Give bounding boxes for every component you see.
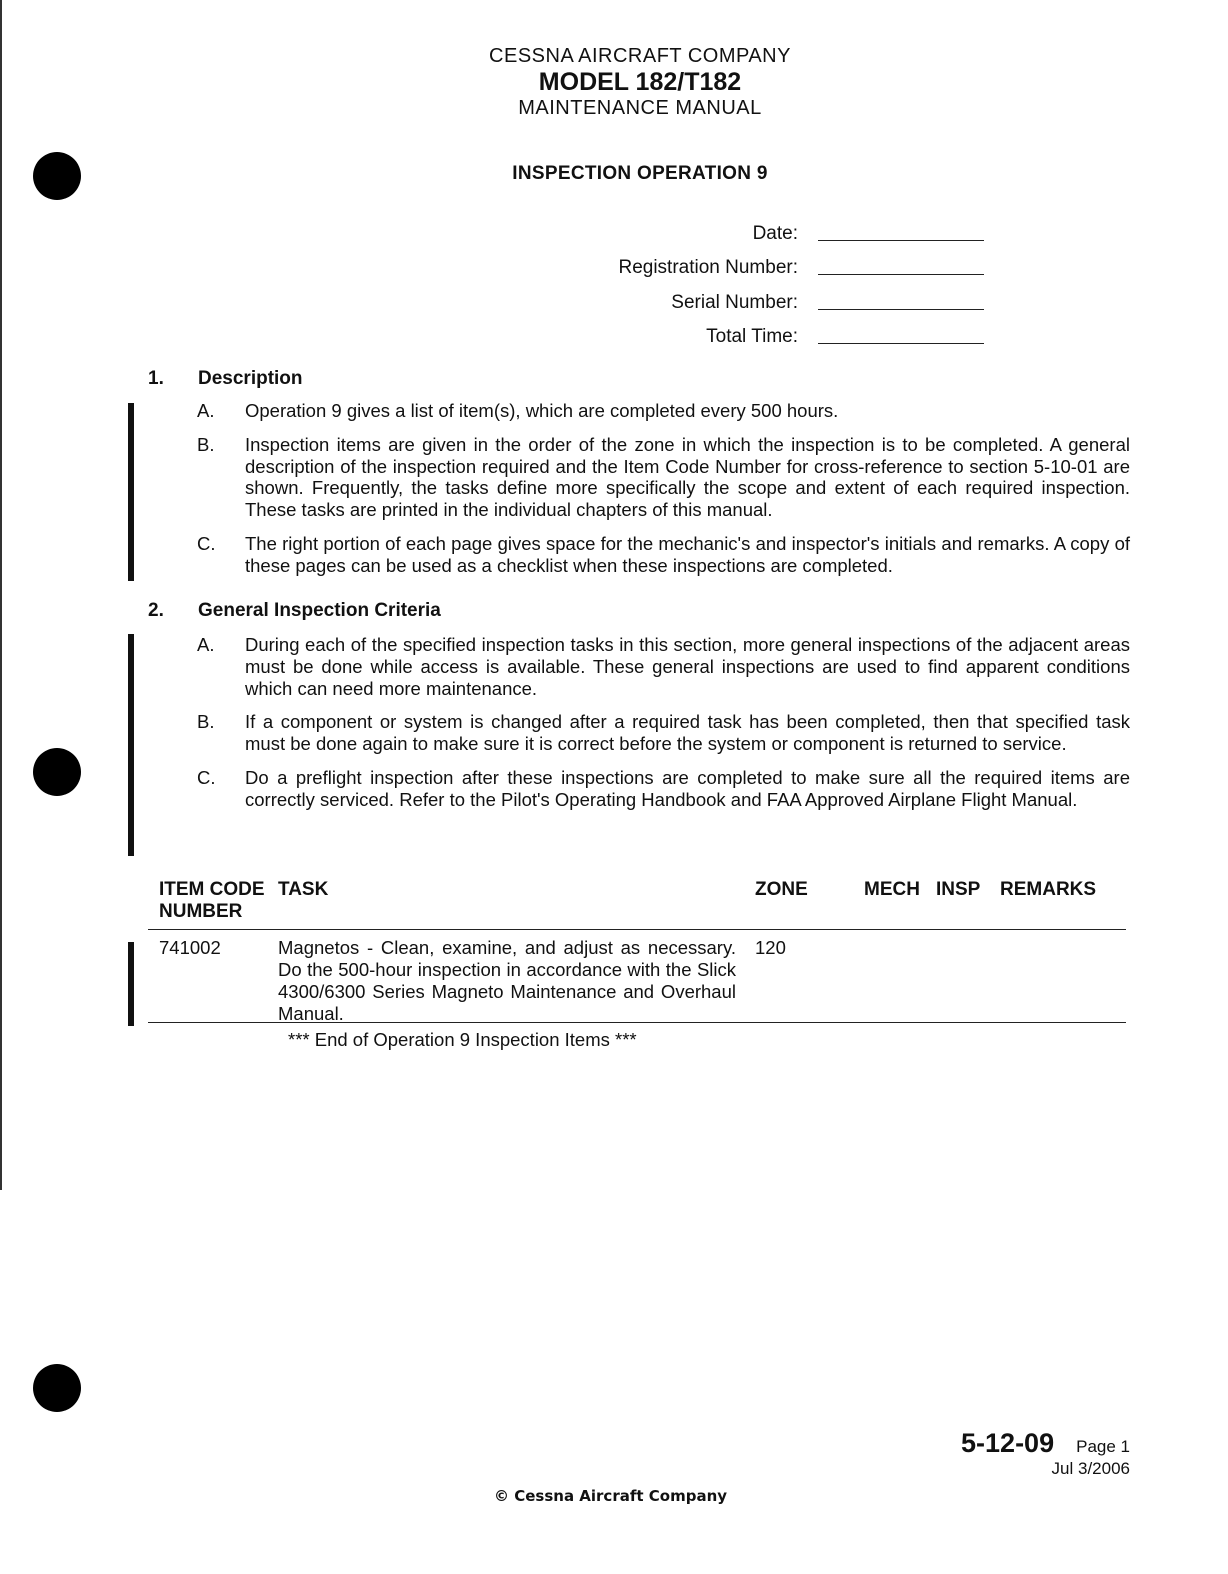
item-text: Operation 9 gives a list of item(s), which are completed every 500 hours. [245,400,839,421]
binder-hole [33,748,81,796]
list-item [197,400,1130,422]
model-title: MODEL 182/T182 [538,68,742,96]
header-mech: MECH [864,879,920,900]
cell-remarks[interactable] [1000,937,1126,1022]
cell-task: Magnetos - Clean, examine, and adjust as necessary. Do the 500-hour inspection in accordance with the Slick 4300/6300 Series Magneto Maintenance and Overhaul Manual. [278,937,736,1024]
list-item [197,533,1130,577]
section-heading [148,368,1130,390]
table-row [148,930,1126,1022]
list-item [197,634,1130,699]
header-task: TASK [278,879,329,900]
list-item [197,711,1130,755]
copyright-notice: © Cessna Aircraft Company [494,1487,728,1505]
registration-blank-line[interactable] [818,260,984,275]
item-text: The right portion of each page gives space for the mechanic's and inspector's initials and remarks. A copy of these pages can be used as a checklist when these inspections are completed. [245,532,1130,576]
item-letter: A. [197,400,215,421]
revision-change-bar [128,634,134,856]
page-number: Page 1 [1076,1437,1130,1456]
cell-item-code: 741002 [159,937,221,958]
binder-hole [33,152,81,200]
form-label: Total Time: [706,326,798,347]
section-number: 1. [148,368,164,389]
item-letter: C. [197,532,216,554]
company-name: CESSNA AIRCRAFT COMPANY [489,45,791,67]
list-item [197,767,1130,811]
page-edge [0,0,2,1190]
section-general-criteria [148,600,1130,811]
section-title: Description [198,368,303,389]
operation-title: INSPECTION OPERATION 9 [512,163,768,184]
cell-insp[interactable] [936,937,1000,1022]
document-header [380,44,900,120]
item-letter: B. [197,711,215,733]
form-label: Date: [752,222,798,244]
form-row-serial [560,279,1020,314]
revision-change-bar [128,942,134,1026]
table-header-row [148,879,1126,929]
item-letter: C. [197,766,216,788]
item-text: If a component or system is changed after a required task has been completed, then that specified task must be done again to make sure it is correct before the system or component is returned to service. [245,711,1130,755]
revision-date: Jul 3/2006 [1051,1459,1130,1478]
item-text: Do a preflight inspection after these inspections are completed to make sure all the required items are correctly serviced. Refer to the Pilot's Operating Handbook and FAA Approved Airplane Flight Manual. [245,766,1130,810]
page-footer [961,1428,1130,1479]
form-row-date [560,210,1020,245]
item-text: Inspection items are given in the order of the zone in which the inspection is to be completed. A general description of the inspection required and the Item Code Number for cross-reference to section 5-10-01 are shown. Frequently, the tasks define more specifically the scope and extent of each required inspection. These tasks are printed in the individual chapters of this manual. [245,433,1130,521]
form-row-registration [560,245,1020,280]
chapter-number: 5-12-09 [961,1428,1055,1458]
cell-zone: 120 [755,937,786,958]
item-letter: A. [197,634,215,655]
header-zone: ZONE [755,879,808,900]
revision-change-bar [128,403,134,581]
section-number: 2. [148,600,164,621]
section-heading [148,600,1130,622]
inspection-table [148,879,1126,1051]
item-letter: B. [197,433,215,455]
item-text: During each of the specified inspection tasks in this section, more general inspections of the adjacent areas must be done while access is available. These general inspections are used to find apparent conditions which can need more maintenance. [245,634,1130,699]
inspection-record-form [560,210,1020,348]
section-title: General Inspection Criteria [198,600,441,621]
section-description [148,368,1130,577]
form-label: Registration Number: [618,257,798,278]
form-label: Serial Number: [671,291,798,313]
header-insp: INSP [936,879,981,900]
header-remarks: REMARKS [1000,879,1097,900]
end-of-items-note: *** End of Operation 9 Inspection Items *** [288,1029,637,1050]
header-item-code: ITEM CODE NUMBER [159,879,265,922]
cell-mech[interactable] [864,937,936,1022]
binder-hole [33,1364,81,1412]
total-time-blank-line[interactable] [818,329,984,344]
date-blank-line[interactable] [818,226,984,241]
serial-blank-line[interactable] [818,295,984,310]
form-row-total-time [560,314,1020,349]
manual-title: MAINTENANCE MANUAL [518,97,762,119]
list-item [197,434,1130,521]
